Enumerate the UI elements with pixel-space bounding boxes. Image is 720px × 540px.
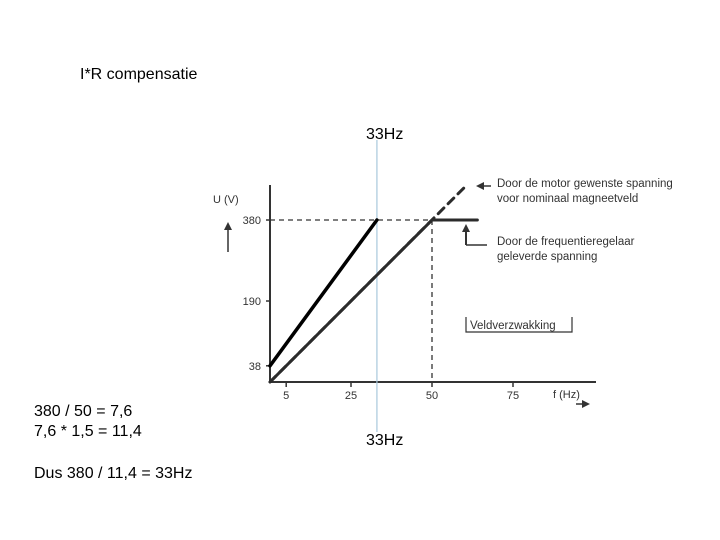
slide-title: I*R compensatie (80, 66, 198, 83)
hz-label-top: 33Hz (366, 126, 404, 143)
y-axis-label: U (V) (213, 194, 239, 206)
annotation-desired-1: Door de motor gewenste spanning (497, 178, 673, 190)
x-tick-label: 75 (506, 390, 520, 402)
y-tick-label: 38 (248, 360, 261, 373)
calc-line-3: Dus 380 / 11,4 = 33Hz (34, 465, 193, 482)
hz-label-bottom: 33Hz (366, 432, 404, 449)
annotation-desired-2: voor nominaal magneetveld (497, 193, 639, 205)
annotation-supplied-2: geleverde spanning (497, 251, 598, 263)
x-axis-label: f (Hz) (553, 389, 580, 401)
annotation-field-weakening: Veldverzwakking (470, 320, 556, 332)
y-tick-label: 190 (242, 296, 261, 309)
x-tick-label: 5 (283, 390, 290, 402)
x-tick-label: 25 (344, 390, 358, 402)
y-tick-label: 380 (242, 215, 261, 228)
calc-line-2: 7,6 * 1,5 = 11,4 (34, 423, 142, 440)
annotation-supplied-1: Door de frequentieregelaar (497, 236, 635, 248)
calc-line-1: 380 / 50 = 7,6 (34, 403, 133, 420)
supplied-voltage-line (270, 220, 477, 382)
x-tick-label: 50 (425, 390, 439, 402)
